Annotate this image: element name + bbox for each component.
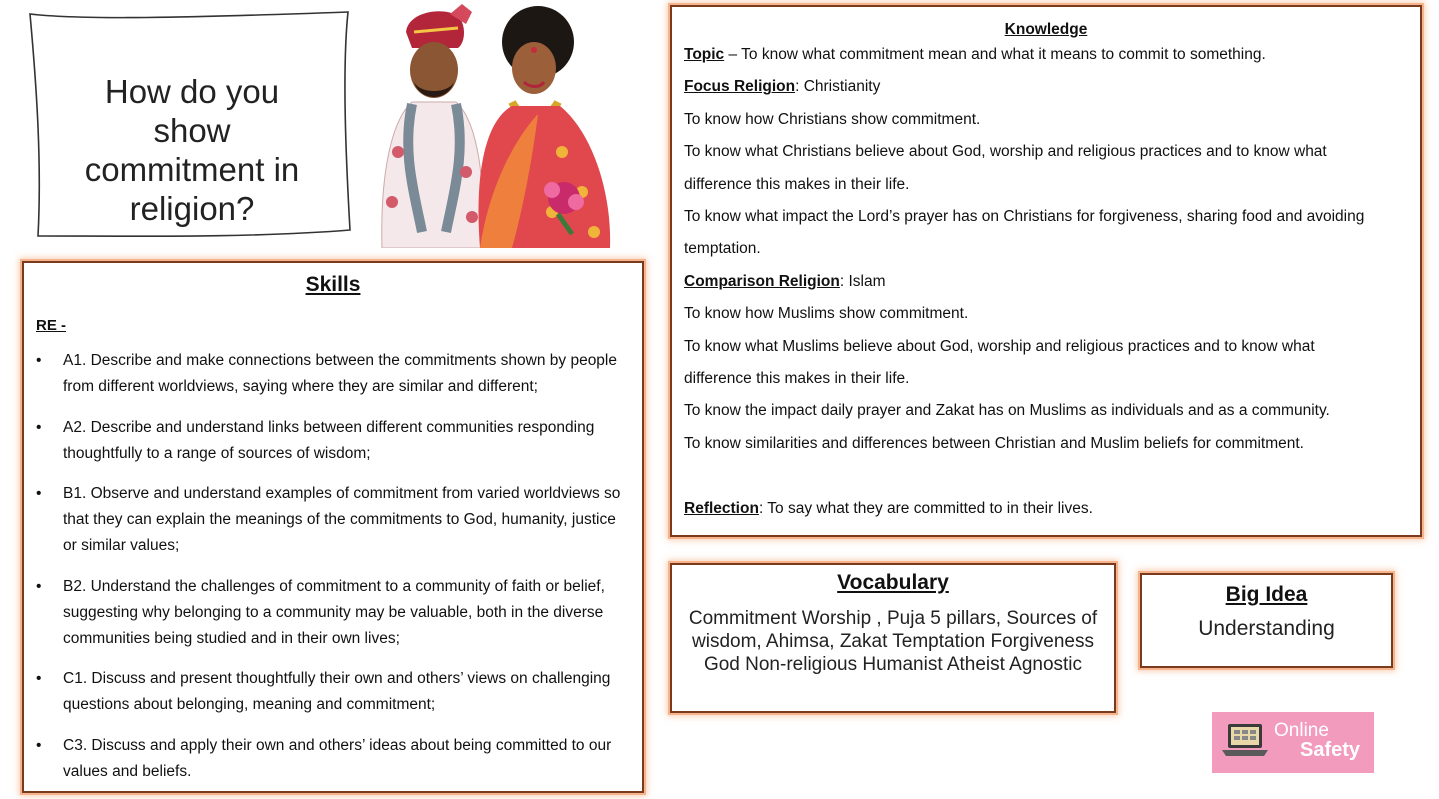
comparison-religion-text: : Islam	[839, 272, 886, 290]
online-safety-badge	[1212, 712, 1374, 773]
knowledge-line: To know the impact daily prayer and Zakat has on Muslims as individuals and as a community.	[684, 402, 1330, 420]
spacer	[684, 460, 1408, 492]
comparison-religion-line	[684, 266, 1408, 298]
skill-item	[36, 574, 630, 652]
reflection-line	[684, 493, 1408, 525]
online-safety-line2: Safety	[1300, 739, 1361, 761]
knowledge-line: temptation.	[684, 240, 761, 258]
skill-item	[36, 348, 630, 400]
title-card	[22, 10, 354, 240]
page-title: How do you show commitment in religion?	[84, 73, 300, 227]
knowledge-line: To know similarities and differences between Christian and Muslim beliefs for commitment.	[684, 434, 1304, 452]
skills-subheading: RE -	[36, 317, 66, 334]
wedding-couple-illustration	[362, 2, 652, 248]
big-idea-heading: Big Idea	[1225, 583, 1308, 606]
bullet-icon: •	[36, 736, 42, 754]
skills-list	[36, 348, 630, 785]
knowledge-panel	[670, 5, 1422, 537]
skill-text: C3. Discuss and apply their own and others’ ideas about being committed to our values and beliefs.	[63, 736, 612, 780]
bullet-icon: •	[36, 352, 42, 369]
skill-text: B2. Understand the challenges of commitment to a community of faith or belief, suggesting why belonging to a community may be valuable, both in the diverse communities being studied and in their own lives;	[63, 577, 605, 647]
reflection-text: : To say what they are committed to in their lives.	[758, 499, 1093, 517]
topic-line	[684, 39, 1408, 71]
topic-text: – To know what commitment mean and what it means to commit to something.	[724, 46, 1266, 63]
laptop-icon	[1222, 720, 1270, 762]
online-safety-line1: Online	[1274, 720, 1329, 741]
focus-religion-text: : Christianity	[795, 78, 881, 96]
big-idea-panel	[1140, 573, 1393, 668]
vocabulary-heading: Vocabulary	[837, 571, 949, 594]
bullet-icon: •	[36, 670, 42, 687]
big-idea-text: Understanding	[1198, 617, 1335, 640]
skill-text: C1. Discuss and present thoughtfully their own and others’ views on challenging questions about belonging, meaning and commitment;	[63, 670, 611, 713]
skill-text: B1. Observe and understand examples of commitment from varied worldviews so that they can explain the meanings of the commitments to God, humanity, justice or similar values;	[63, 485, 621, 554]
focus-religion-label: Focus Religion	[684, 78, 796, 96]
bullet-icon: •	[36, 418, 42, 436]
skill-text: A1. Describe and make connections between the commitments shown by people from different worldviews, saying where they are similar and different;	[63, 352, 617, 395]
knowledge-line: To know how Muslims show commitment.	[684, 305, 969, 323]
skills-panel	[22, 261, 644, 793]
knowledge-line: To know what Christians believe about God, worship and religious practices and to know what	[684, 143, 1327, 161]
vocabulary-panel	[670, 563, 1116, 713]
skill-item	[36, 481, 630, 559]
bullet-icon: •	[36, 577, 42, 595]
skill-item	[36, 666, 630, 718]
knowledge-line: To know what impact the Lord’s prayer has on Christians for forgiveness, sharing food and avoiding	[684, 208, 1365, 226]
knowledge-line: To know what Muslims believe about God, worship and religious practices and to know what	[684, 337, 1315, 355]
focus-religion-line	[684, 71, 1408, 103]
topic-label: Topic	[684, 46, 725, 63]
skill-item	[36, 415, 630, 467]
reflection-label: Reflection	[684, 499, 759, 517]
skill-text: A2. Describe and understand links between different communities responding thoughtfully to a range of sources of wisdom;	[63, 418, 595, 462]
knowledge-line: To know how Christians show commitment.	[684, 110, 981, 128]
comparison-religion-label: Comparison Religion	[684, 272, 840, 290]
skill-item	[36, 733, 630, 785]
vocabulary-text: Commitment Worship , Puja 5 pillars, Sources of wisdom, Ahimsa, Zakat Temptation Forgiveness God Non-religious Humanist Atheist Agnostic	[688, 608, 1098, 675]
bullet-icon: •	[36, 485, 42, 502]
knowledge-heading: Knowledge	[1004, 21, 1088, 38]
knowledge-line: difference this makes in their life.	[684, 370, 910, 388]
knowledge-line: difference this makes in their life.	[684, 175, 910, 193]
skills-heading: Skills	[305, 273, 361, 296]
